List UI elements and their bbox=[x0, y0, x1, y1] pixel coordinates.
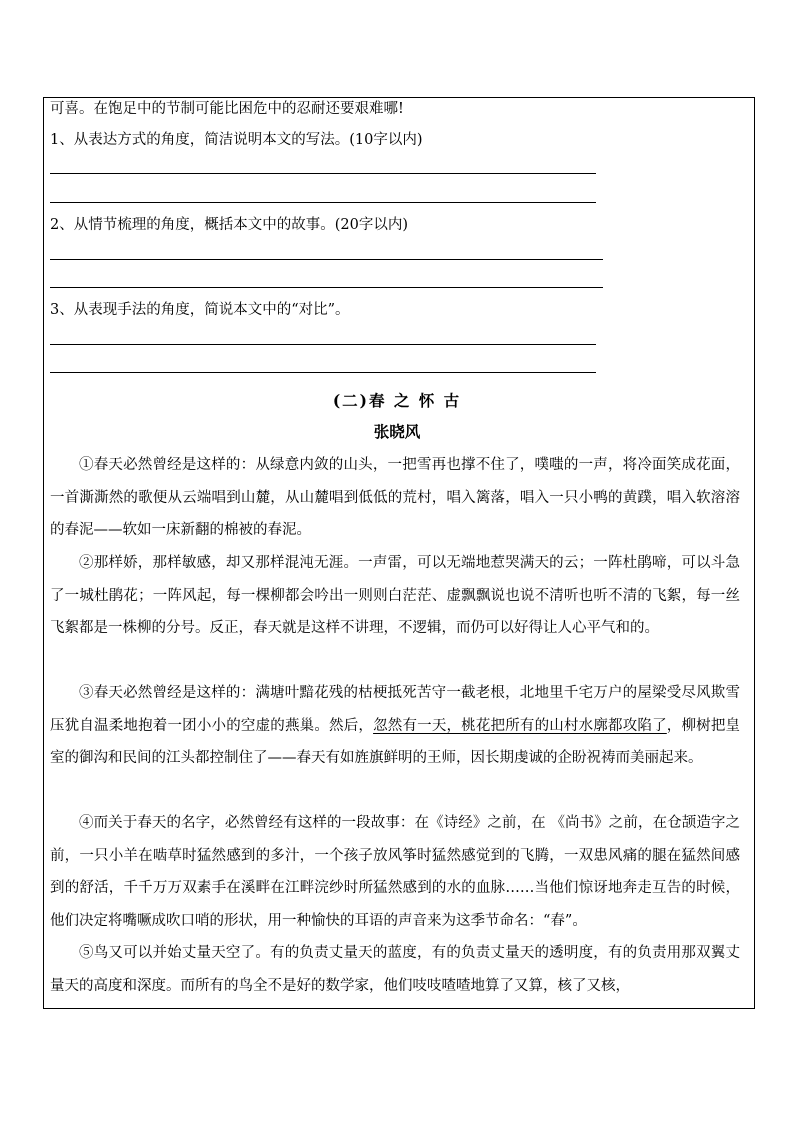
paragraph-4: ④而关于春天的名字，必然曾经有这样的一段故事：在《诗经》之前，在 《尚书》之前，在仓颉造字之前，一只小羊在啮草时猛然感到的多汁，一个孩子放风筝时猛然感觉到的飞腾，一双患风痛的腿在猛然间感到的舒活，千千万万双素手在溪畔在江畔浣纱时所猛然感到的水的血脉……当他们惊讶地奔走互告的时候，他们决定将嘴噘成吹口哨的形状，用一种愉快的耳语的声音来为这季节命名：“春”。 bbox=[50, 815, 740, 929]
paragraph-3-text-a: ③春天必然曾经是这样的：满塘叶黯花残的枯梗抵死苦守一截老根，北地里千宅万户的屋梁受尽风欺雪压犹自温柔地抱着一团小小的空虚的燕巢。然后， bbox=[50, 685, 740, 734]
question-2: 2、从情节梳理的角度，概括本文中的故事。(20字以内) bbox=[50, 217, 408, 233]
answer-line[interactable] bbox=[50, 173, 596, 174]
section-title: (二)春 之 怀 古 bbox=[332, 391, 462, 410]
paragraph-3 bbox=[50, 677, 740, 775]
answer-line[interactable] bbox=[50, 372, 596, 373]
question-3: 3、从表现手法的角度，简说本文中的“对比”。 bbox=[50, 302, 350, 318]
underlined-phrase: 忽然有一天，桃花把所有的山村水廓都攻陷了 bbox=[373, 717, 667, 734]
answer-line[interactable] bbox=[50, 287, 603, 288]
paragraph-3-text-b: ，柳树把皇室的御沟和民间的江头都控制住了——春天有如旌旗鲜明的王师，因长期虔诚的企盼祝祷而美丽起来。 bbox=[50, 717, 741, 767]
answer-line[interactable] bbox=[50, 202, 596, 203]
section-author: 张晓风 bbox=[373, 422, 421, 441]
paragraph-1: ①春天必然曾经是这样的：从绿意内敛的山头，一把雪再也撑不住了，噗嗤的一声，将冷面笑成花面，一首澌澌然的歌便从云端唱到山麓，从山麓唱到低低的荒村，唱入篱落，唱入一只小鸭的黄蹼，唱入软溶溶的春泥——软如一床新翻的棉被的春泥。 bbox=[50, 457, 740, 539]
paragraph-2: ②那样娇，那样敏感，却又那样混沌无涯。一声雷，可以无端地惹哭满天的云；一阵杜鹃啼，可以斗急了一城杜鹃花；一阵风起，每一棵柳都会吟出一则则白茫茫、虚飘飘说也说不清听也听不清的飞絮，每一丝飞絮都是一株柳的分号。反正，春天就是这样不讲理，不逻辑，而仍可以好得让人心平气和的。 bbox=[50, 555, 740, 637]
question-1: 1、从表达方式的角度，简洁说明本文的写法。(10字以内) bbox=[50, 132, 423, 148]
paragraph-5: ⑤鸟又可以并始丈量天空了。有的负责丈量天的蓝度，有的负责丈量天的透明度，有的负责用那双翼丈量天的高度和深度。而所有的鸟全不是好的数学家，他们吱吱喳喳地算了又算，核了又核， bbox=[50, 945, 740, 994]
intro-line: 可喜。在饱足中的节制可能比困危中的忍耐还要艰难哪! bbox=[50, 101, 404, 117]
answer-line[interactable] bbox=[50, 259, 603, 260]
answer-line[interactable] bbox=[50, 344, 596, 345]
